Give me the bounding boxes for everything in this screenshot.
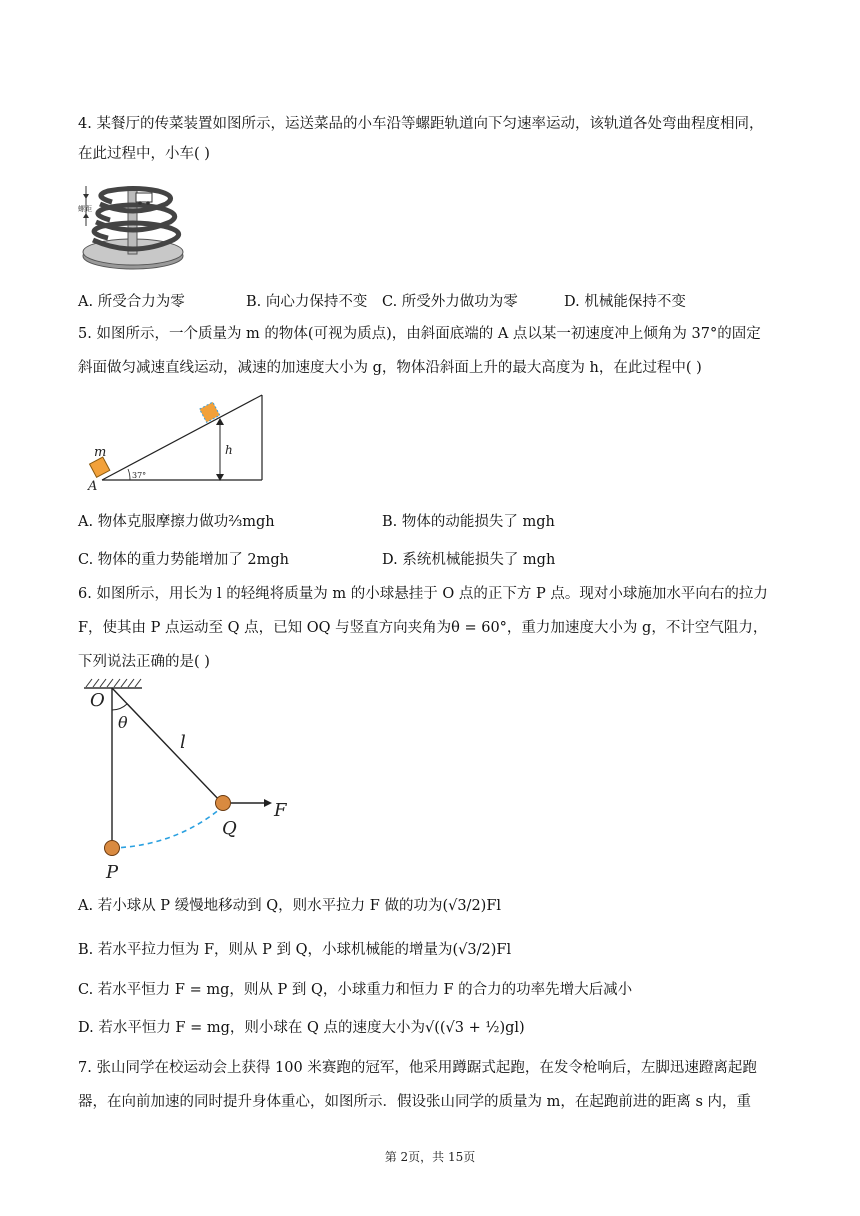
q6-line-2: F，使其由 P 点运动至 Q 点，已知 OQ 与竖直方向夹角为θ = 60°，重力加速度大小为 g，不计空气阻力， bbox=[78, 620, 768, 636]
q5-line-2: 斜面做匀减速直线运动，减速的加速度大小为 g，物体沿斜面上升的最大高度为 h，在此过程中( ) bbox=[78, 360, 702, 376]
q4-pitch-label: 螺距 bbox=[78, 205, 92, 213]
q6-option-d: D. 若水平恒力 F = mg，则小球在 Q 点的速度大小为√((√3 + ½)gl) bbox=[78, 1020, 525, 1036]
q7-line-1: 7. 张山同学在校运动会上获得 100 米赛跑的冠军，他采用蹲踞式起跑，在发令枪响后，左脚迅速蹬离起跑 bbox=[78, 1060, 757, 1076]
q5-option-c: C. 物体的重力势能增加了 2mgh bbox=[78, 552, 289, 568]
q5-height-label: h bbox=[225, 443, 233, 457]
q6-point-p-label: P bbox=[106, 862, 119, 882]
q4-option-d: D. 机械能保持不变 bbox=[564, 294, 686, 310]
q6-option-b: B. 若水平拉力恒为 F，则从 P 到 Q，小球机械能的增量为(√3/2)Fl bbox=[78, 942, 512, 958]
q6-option-a: A. 若小球从 P 缓慢地移动到 Q，则水平拉力 F 做的功为(√3/2)Fl bbox=[78, 898, 502, 914]
q5-option-b: B. 物体的动能损失了 mgh bbox=[382, 514, 555, 530]
q5-option-a: A. 物体克服摩擦力做功⅔mgh bbox=[78, 514, 275, 530]
q6-option-c: C. 若水平恒力 F = mg，则从 P 到 Q，小球重力和恒力 F 的合力的功率先增大后减小 bbox=[78, 982, 633, 998]
q6-point-o-label: O bbox=[90, 690, 105, 711]
q4-option-b: B. 向心力保持不变 bbox=[246, 294, 368, 310]
page-footer: 第 2页，共 15页 bbox=[384, 1150, 476, 1164]
q4-option-a: A. 所受合力为零 bbox=[78, 294, 185, 310]
q4-line-1: 4. 某餐厅的传菜装置如图所示，运送菜品的小车沿等螺距轨道向下匀速率运动，该轨道各处弯曲程度相同， bbox=[78, 116, 764, 132]
q5-line-1: 5. 如图所示，一个质量为 m 的物体(可视为质点)，由斜面底端的 A 点以某一初速度冲上倾角为 37°的固定 bbox=[78, 326, 761, 342]
q7-line-2: 器，在向前加速的同时提升身体重心，如图所示．假设张山同学的质量为 m，在起跑前进的距离 s 内，重 bbox=[78, 1094, 752, 1110]
q5-mass-label: m bbox=[94, 445, 107, 460]
q5-option-d: D. 系统机械能损失了 mgh bbox=[382, 552, 556, 568]
q6-line-3: 下列说法正确的是( ) bbox=[78, 654, 210, 670]
q5-incline-figure bbox=[82, 392, 272, 492]
q6-length-label: l bbox=[180, 732, 186, 753]
q4-line-2: 在此过程中，小车( ) bbox=[78, 146, 210, 162]
q5-angle-label: 37° bbox=[132, 471, 147, 480]
q6-theta-label: θ bbox=[118, 713, 128, 732]
q6-force-label: F bbox=[274, 800, 287, 821]
q4-spiral-track-figure bbox=[78, 178, 188, 276]
q6-point-q-label: Q bbox=[222, 818, 237, 839]
q4-option-c: C. 所受外力做功为零 bbox=[382, 294, 518, 310]
q5-point-a-label: A bbox=[88, 479, 98, 492]
q6-pendulum-figure bbox=[82, 676, 302, 882]
q6-line-1: 6. 如图所示，用长为 l 的轻绳将质量为 m 的小球悬挂于 O 点的正下方 P 点。现对小球施加水平向右的拉力 bbox=[78, 586, 768, 602]
